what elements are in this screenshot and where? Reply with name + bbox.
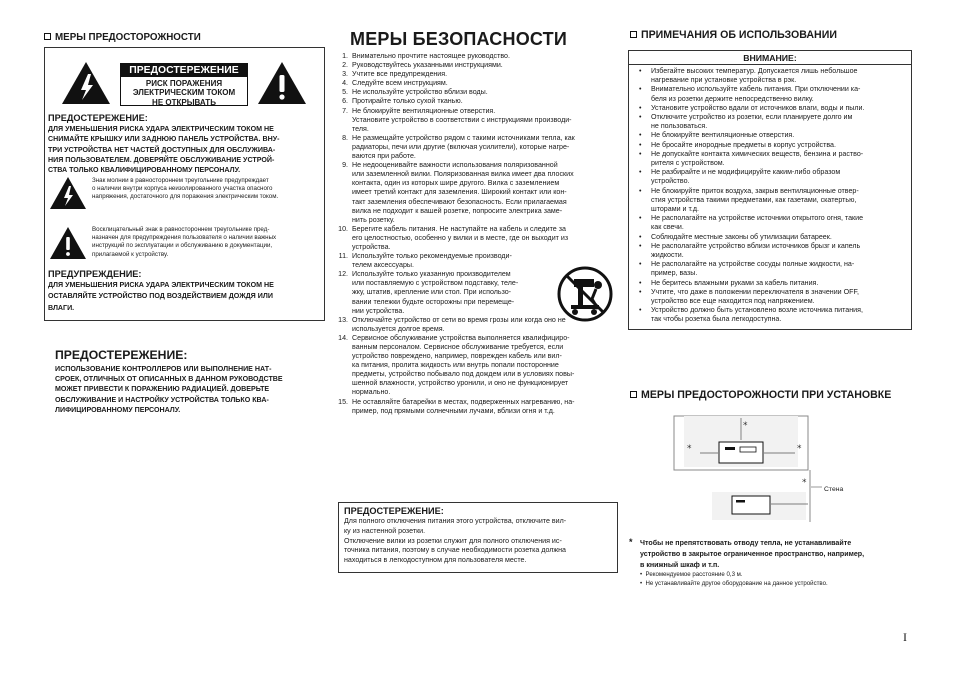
safety-item-line: Не блокируйте вентиляционные отверстия. — [352, 106, 496, 115]
safety-item-line: Протирайте только сухой тканью. — [352, 97, 463, 106]
caution2-line: МОЖЕТ ПРИВЕСТИ К ПОРАЖЕНИЮ РАДИАЦИЕЙ. ДОВЕРЬТЕ — [55, 385, 270, 394]
exclamation-line: Восклицательный знак в равностороннем треугольнике пред- — [92, 226, 270, 233]
usage-notes-list — [629, 65, 911, 329]
exclamation-symbol-icon — [49, 226, 87, 260]
installation-diagram — [670, 412, 860, 524]
lightning-symbol-icon — [49, 176, 87, 210]
install-bullet: • Рекомендуемое расстояние 0,3 м. — [640, 571, 743, 578]
safety-item-number: 13. — [338, 315, 348, 324]
caution-line: СНИМАЙТЕ КРЫШКУ ИЛИ ЗАДНЮЮ ПАНЕЛЬ УСТРОЙСТВА. ВНУ- — [48, 135, 280, 144]
safety-item-number: 10. — [338, 224, 348, 233]
safety-item-line: телем аксессуары. — [352, 261, 414, 270]
safety-item-line: ванным персоналом. Сервисное обслуживание требуется, если — [352, 343, 564, 351]
safety-item-number: 6. — [342, 97, 348, 106]
safety-item — [336, 70, 618, 79]
safety-item-line: жку, штатив, крепление или стол. При использо- — [352, 288, 512, 297]
usage-note-line: • Учтите, что даже в положении переключателя в значении OFF, — [651, 287, 859, 296]
usage-note-line: • Соблюдайте местные законы об утилизации батареек. — [651, 232, 832, 241]
safety-item-line: пример, под прямыми солнечными лучами, вблизи огня и т.д. — [352, 406, 555, 415]
safety-item — [336, 225, 618, 252]
lightning-line: напряжения, достаточного для поражения электрическим током. — [92, 193, 279, 201]
safety-item-number: 7. — [342, 106, 348, 115]
safety-item-line: контакта, один из которых шире другого. Вилка с заземлением — [352, 179, 560, 188]
safety-item-line: нормально. — [352, 388, 391, 397]
safety-item-line: Используйте только указанную производителем — [352, 270, 511, 279]
safety-item — [336, 252, 554, 270]
usage-note-line: устройство. — [651, 177, 690, 186]
safety-item-line: или поставляемую с устройством подставку, теле- — [352, 279, 519, 288]
safety-instructions-list — [336, 52, 618, 416]
gap-asterisk-wall: * — [802, 478, 807, 488]
usage-note-line: • Отключите устройство из розетки, если планируете долго им — [651, 113, 853, 122]
install-section-heading — [630, 389, 891, 401]
power-caution-line: точника питания, поэтому в случае необходимости розетка должна — [344, 546, 566, 555]
safety-item-number: 5. — [342, 88, 348, 97]
exclamation-line: назначен для предупреждения пользователя о наличии важных — [92, 234, 277, 242]
safety-item-line: Внимательно прочтите настоящее руководство. — [352, 52, 510, 60]
exclamation-explanation — [92, 226, 322, 259]
usage-note-line: стия устройства такими предметами, как газетами, скатертью, — [651, 195, 857, 204]
usage-note-line: • Внимательно используйте кабель питания. При отключении ка- — [651, 85, 861, 94]
safety-item-line: предметы, устройство побывало под дождем или в условиях повы- — [352, 370, 575, 379]
caution2-line: ИСПОЛЬЗОВАНИЕ КОНТРОЛЛЕРОВ ИЛИ ВЫПОЛНЕНИЕ НАТ- — [55, 365, 272, 373]
caution-heading: ПРЕДОСТЕРЕЖЕНИЕ: — [48, 113, 148, 123]
footnote-line: Чтобы не препятствовать отводу тепла, не устанавливайте — [640, 539, 852, 547]
safety-item-number: 15. — [338, 397, 348, 406]
usage-note-line: • Не разбирайте и не модифицируйте каким-либо образом — [651, 168, 841, 177]
warning-label-panel — [120, 63, 248, 106]
install-bullets — [640, 571, 828, 589]
caution2-line: ОБСЛУЖИВАНИЕ И НАСТРОЙКУ УСТРОЙСТВА ТОЛЬКО КВА- — [55, 395, 269, 404]
install-bullet-text: Рекомендуемое расстояние 0,3 м. — [645, 571, 743, 578]
safety-item-number: 14. — [338, 333, 348, 342]
power-caution-line: Отключение вилки из розетки служит для полного отключения ис- — [344, 536, 562, 545]
safety-item — [336, 97, 618, 106]
usage-note-line: • Не блокируйте приток воздуха, закрыв вентиляционные отвер- — [651, 186, 859, 195]
safety-item — [336, 107, 618, 134]
safety-item-line: Не размещайте устройство рядом с такими источниками тепла, как — [352, 133, 575, 142]
usage-note — [635, 85, 905, 103]
lightning-triangle-icon — [60, 60, 112, 106]
usage-note — [635, 187, 905, 215]
usage-note — [635, 113, 905, 131]
usage-note — [635, 214, 905, 232]
safety-item-line: используется долгое время. — [352, 324, 445, 333]
safety-item-line: ка питания, пролита жидкость или внутрь попали посторонние — [352, 361, 559, 370]
safety-item-number: 1. — [342, 52, 348, 60]
caution2-text — [55, 364, 321, 415]
gap-asterisk-right: * — [797, 444, 802, 454]
safety-title: МЕРЫ БЕЗОПАСНОСТИ — [350, 29, 567, 49]
warning-label-header: ПРЕДОСТЕРЕЖЕНИЕ — [121, 64, 247, 77]
usage-note-line: • Установите устройство вдали от источников влаги, воды и пыли. — [651, 103, 865, 112]
safety-item — [336, 79, 618, 88]
safety-item-line: Сервисное обслуживание устройства выполняется квалифициро- — [352, 333, 570, 342]
usage-note-line: как свечи. — [651, 223, 684, 232]
wall-label: Стена — [824, 486, 844, 493]
exclamation-line: инструкций по эксплуатации и обслуживанию в документации, — [92, 242, 273, 250]
safety-item — [336, 134, 618, 161]
install-footnote — [640, 538, 912, 572]
usage-note-line: • Не располагайте на устройстве источники открытого огня, такие — [651, 214, 864, 223]
power-caution-line: ку из настенной розетки. — [344, 526, 426, 535]
safety-item-line: нии устройства. — [352, 306, 405, 315]
lightning-line: Знак молнии в равностороннем треугольнике предупреждает — [92, 177, 269, 184]
safety-item-line: ваются при работе. — [352, 152, 416, 161]
warning-label-line: НЕ ОТКРЫВАТЬ — [152, 97, 216, 107]
lightning-line: о наличии внутри корпуса неизолированного участка опасного — [92, 185, 273, 193]
caution2-heading: ПРЕДОСТЕРЕЖЕНИЕ: — [55, 348, 188, 362]
caution-line: ТРИ УСТРОЙСТВА НЕТ ЧАСТЕЙ ДОСТУПНЫХ ДЛЯ ОБСЛУЖИВА- — [48, 145, 276, 154]
exclamation-triangle-icon — [256, 60, 308, 106]
caution-line: ДЛЯ УМЕНЬШЕНИЯ РИСКА УДАРА ЭЛЕКТРИЧЕСКИМ ТОКОМ НЕ — [48, 125, 274, 133]
warning-label-line: РИСК ПОРАЖЕНИЯ — [145, 79, 223, 88]
usage-note-line: • Не блокируйте вентиляционные отверстия. — [651, 131, 795, 140]
safety-item — [336, 61, 618, 70]
safety-item-line: Берегите кабель питания. Не наступайте на кабель и следите за — [352, 224, 566, 233]
install-section-title: МЕРЫ ПРЕДОСТОРОЖНОСТИ ПРИ УСТАНОВКЕ — [641, 389, 892, 401]
usage-note — [635, 306, 905, 324]
safety-item-number: 8. — [342, 133, 348, 142]
install-bullet-text: Не устанавливайте другое оборудование на данное устройство. — [645, 579, 828, 587]
safety-item-line: Используйте только рекомендуемые производи- — [352, 252, 512, 261]
safety-item-line: Учтите все предупреждения. — [352, 70, 448, 79]
lightning-explanation — [92, 177, 322, 202]
usage-note — [635, 260, 905, 278]
safety-item — [336, 52, 618, 61]
checkbox-icon — [630, 31, 637, 38]
caution-line: НИЯ ПОЛЬЗОВАТЕЛЕМ. ДОВЕРЯЙТЕ ОБСЛУЖИВАНИЕ УСТРОЙ- — [48, 155, 275, 164]
safety-item-line: устройство повреждено, например, поврежден кабель или вил- — [352, 352, 562, 361]
usage-note-line: беля из розетки держите непосредственно вилку. — [651, 94, 814, 103]
safety-item-line: Не используйте устройство вблизи воды. — [352, 88, 488, 97]
safety-item-line: его целостностью, особенно у вилки и в месте, где он выходит из — [352, 233, 569, 242]
safety-item-line: Не недооценивайте важности использования поляризованной — [352, 161, 558, 170]
warning-heading: ПРЕДУПРЕЖДЕНИЕ: — [48, 269, 142, 279]
usage-note — [635, 67, 905, 85]
safety-item — [336, 161, 618, 225]
footnote-line: в книжный шкаф и т.п. — [640, 561, 720, 570]
warning-line: ОСТАВЛЯЙТЕ УСТРОЙСТВО ПОД ВОЗДЕЙСТВИЕМ ДОЖДЯ ИЛИ — [48, 292, 273, 301]
usage-note-line: рителя с устройством. — [651, 159, 725, 168]
warning-label-line: ЭЛЕКТРИЧЕСКИМ ТОКОМ — [132, 88, 236, 98]
power-caution-box — [338, 502, 618, 573]
safety-item-line: имеет третий контакт для заземления. Широкий контакт или кон- — [352, 188, 567, 197]
caution2-line: СРОЕК, ОТЛИЧНЫХ ОТ ОПИСАННЫХ В ДАННОМ РУКОВОДСТВЕ — [55, 375, 283, 384]
usage-note-line: • Не беритесь влажными руками за кабель питания. — [651, 278, 819, 287]
safety-item-line: Руководствуйтесь указанными инструкциями. — [352, 61, 503, 70]
checkbox-icon — [44, 33, 51, 40]
safety-item-line: радиаторы, печи или другие (включая усилители), которые нагре- — [352, 142, 570, 151]
power-caution-heading: ПРЕДОСТЕРЕЖЕНИЕ: — [344, 506, 444, 516]
usage-note-line: жидкости. — [651, 251, 684, 260]
safety-item-line: теля. — [352, 124, 369, 133]
install-bullet: • Не устанавливайте другое оборудование на данное устройство. — [640, 579, 828, 587]
usage-note — [635, 131, 905, 140]
usage-note-line: шторами и т.д. — [651, 205, 699, 214]
safety-item-line: вилка не подходит к вашей розетке, попросите электрика заме- — [352, 206, 563, 215]
usage-note-line: устройство все еще находится под напряжением. — [651, 297, 815, 306]
usage-note-line: не пользоваться. — [651, 122, 708, 131]
safety-item-line: или заземленной вилки. Поляризованная вилка имеет два плоских — [352, 170, 574, 179]
safety-item-line: Установите устройство в соответствии с инструкциями производи- — [352, 115, 572, 124]
gap-asterisk-top: * — [743, 421, 748, 431]
usage-notes-box — [628, 50, 912, 330]
page-number: I — [903, 630, 907, 644]
usage-note-line: пример, вазы. — [651, 269, 698, 278]
usage-note — [635, 141, 905, 150]
caution-text — [48, 124, 322, 175]
usage-note — [635, 168, 905, 186]
power-caution-line: находиться в легкодоступном для пользователя месте. — [344, 556, 527, 565]
usage-note-line: • Не располагайте на устройстве сосуды полные жидкости, на- — [651, 260, 855, 269]
usage-note — [635, 150, 905, 168]
safety-item-line: устройства. — [352, 242, 391, 251]
notes-section-heading — [630, 29, 837, 41]
warning-text — [48, 280, 322, 314]
safety-item-line: Следуйте всем инструкциям. — [352, 79, 448, 88]
usage-note-line: нагревание при установке устройства в рэк. — [651, 76, 797, 85]
gap-asterisk-left: * — [687, 444, 692, 454]
left-section-title: МЕРЫ ПРЕДОСТОРОЖНОСТИ — [55, 32, 201, 43]
safety-item-line: такт заземления обеспечивают безопасность. Если прилагаемая — [352, 197, 567, 206]
usage-note — [635, 104, 905, 113]
safety-item-line: Отключайте устройство от сети во время грозы или когда оно не — [352, 315, 566, 324]
usage-note — [635, 233, 905, 242]
safety-item-line: нить розетку. — [352, 215, 395, 224]
safety-item-number: 9. — [342, 161, 348, 170]
safety-item — [336, 270, 554, 315]
usage-note-line: так чтобы розетка была легкодоступна. — [651, 315, 782, 324]
safety-item-number: 11. — [338, 252, 348, 261]
warning-line: ДЛЯ УМЕНЬШЕНИЯ РИСКА УДАРА ЭЛЕКТРИЧЕСКИМ ТОКОМ НЕ — [48, 281, 274, 289]
safety-item-number: 2. — [342, 61, 348, 70]
warning-line: ВЛАГИ. — [48, 303, 75, 312]
usage-note-line: • Избегайте высоких температур. Допускается лишь небольшое — [651, 67, 858, 75]
safety-item-line: Не оставляйте батарейки в местах, подверженных нагреванию, на- — [352, 397, 575, 406]
safety-item-line: шенной влажности, устройство уронили, и оно не функционирует — [352, 379, 569, 388]
usage-note — [635, 288, 905, 306]
safety-item — [336, 398, 618, 416]
checkbox-icon — [630, 391, 637, 398]
power-caution-line: Для полного отключения питания этого устройства, отключите вил- — [344, 517, 567, 525]
caution-line: СТВА ТОЛЬКО КВАЛИФИЦИРОВАННОМУ ПЕРСОНАЛУ. — [48, 166, 241, 175]
notes-box-header: ВНИМАНИЕ: — [629, 51, 911, 65]
footnote-asterisk: * — [629, 537, 633, 547]
safety-item-number: 4. — [342, 79, 348, 88]
safety-item-number: 3. — [342, 70, 348, 79]
cart-warning-icon — [556, 265, 614, 323]
usage-note — [635, 279, 905, 288]
left-section-heading — [44, 32, 201, 43]
caution2-line: ЛИФИЦИРОВАННОМУ ПЕРСОНАЛУ. — [55, 405, 181, 414]
exclamation-line: прилагаемой к устройству. — [92, 250, 169, 258]
usage-note — [635, 242, 905, 260]
safety-item-number: 12. — [338, 270, 348, 279]
usage-note-line: • Не бросайте инородные предметы в корпус устройства. — [651, 140, 836, 149]
notes-section-title: ПРИМЕЧАНИЯ ОБ ИСПОЛЬЗОВАНИИ — [641, 29, 837, 41]
usage-note-line: • Не допускайте контакта химических веществ, бензина и раство- — [651, 149, 864, 158]
footnote-line: устройство в закрытое ограниченное пространство, например, — [640, 550, 865, 559]
safety-item — [336, 88, 618, 97]
usage-note-line: • Не располагайте устройство вблизи источников брызг и капель — [651, 241, 861, 250]
usage-note-line: • Устройство должно быть установлено возле источника питания, — [651, 306, 863, 315]
safety-item — [336, 334, 618, 398]
safety-item-line: вании тележки будьте осторожны при перемеще- — [352, 297, 515, 306]
